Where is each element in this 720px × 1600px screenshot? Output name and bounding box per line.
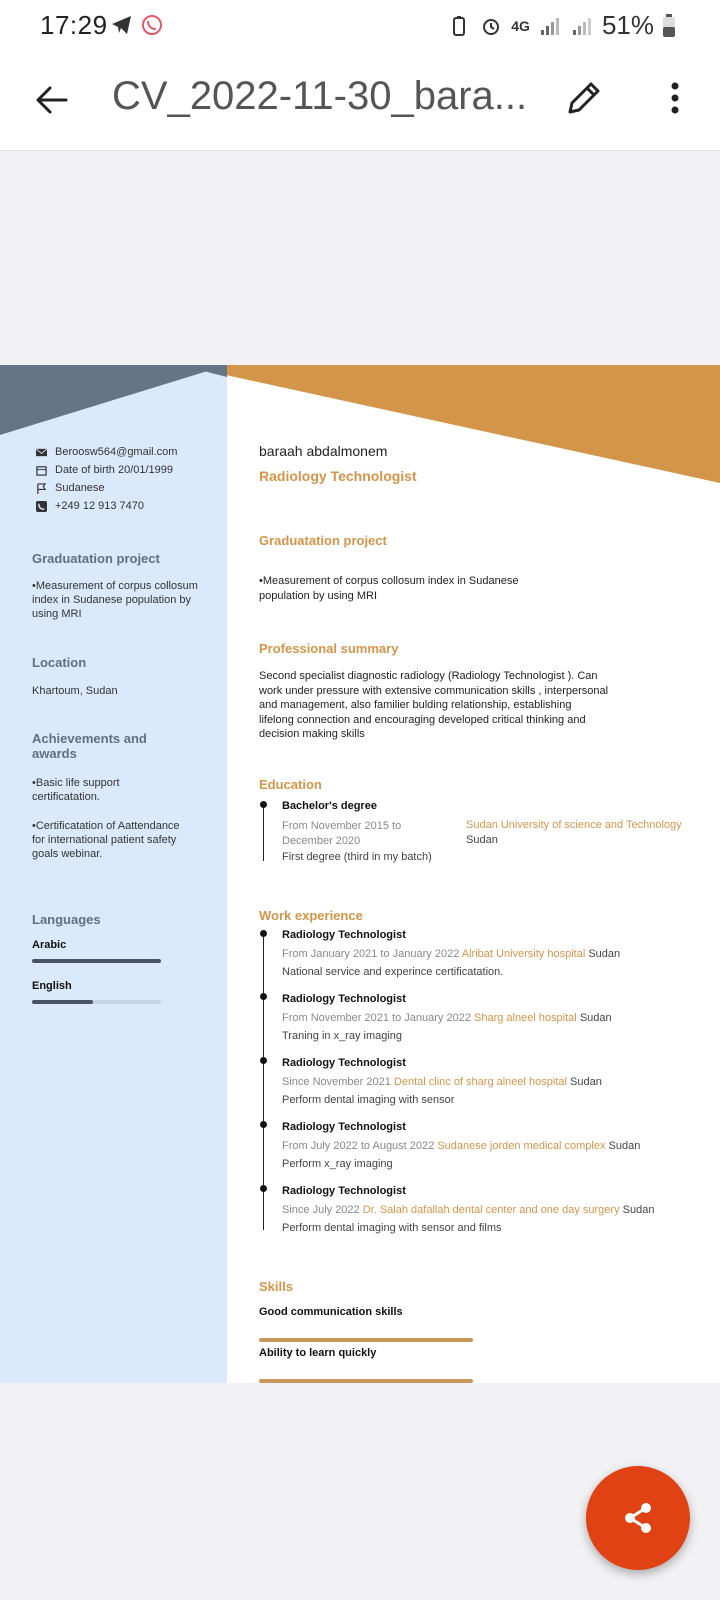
sidebar-location-heading: Location [32,655,87,670]
job-org: Dental clinc of sharg alneel hospital [393,1076,567,1088]
contact-dob-row [36,461,177,479]
job-country: Sudan [579,1012,612,1024]
job-org: Dr. Salah dafallah dental center and one day surgery [362,1204,620,1216]
timeline-dot [260,1121,267,1128]
job-desc: Perform x_ray imaging [282,1158,393,1170]
calendar-icon [36,465,47,476]
contact-phone-row [36,497,177,515]
job-title: Radiology Technologist [282,993,406,1005]
sidebar-grad-heading: Graduatation project [32,551,160,566]
education-school: Sudan University of science and Technology [466,819,682,831]
job-org: Alribat University hospital [461,948,586,960]
network-type: 4G [511,17,530,34]
job-desc: Perform dental imaging with sensor [282,1094,455,1106]
job-period: Since November 2021 [282,1076,391,1088]
job-meta [282,948,620,960]
share-icon [618,1498,658,1538]
status-time: 17:29 [40,10,108,40]
share-button[interactable] [586,1466,690,1570]
sidebar-achievement-2: •Certificatation of Aattendance for international patient safety goals webinar. [32,820,180,860]
contact-phone: +249 12 913 7470 [55,500,145,512]
skills-heading: Skills [259,1279,293,1294]
file-title: CV_2022-11-30_bara... [112,74,528,118]
job-period: From January 2021 to January 2022 [282,948,460,960]
notification-icons [110,13,164,37]
job-country: Sudan [570,1076,602,1088]
skill-name: Good communication skills [259,1306,403,1318]
contact-nationality: Sudanese [55,482,105,494]
timeline-dot [260,993,267,1000]
cv-role: Radiology Technologist [259,468,417,484]
flag-icon [36,483,47,494]
edit-pencil-icon[interactable] [562,76,606,120]
job-org: Sudanese jorden medical complex [437,1140,606,1152]
whatsapp-icon [140,13,164,37]
job-meta [282,1012,612,1024]
job-title: Radiology Technologist [282,1185,406,1197]
contact-dob: Date of birth 20/01/1999 [55,464,174,476]
education-country: Sudan [466,834,498,846]
job-title: Radiology Technologist [282,1057,406,1069]
cv-document[interactable] [0,365,720,1383]
battery-saver-icon [447,14,471,38]
summary-text: Second specialist diagnostic radiology (Radiology Technologist ). Can work under pressure with extensive communication skills , interpersonal and management, also familier bulding relationship, establishing lifelong connection and encouraging developed critical thinking and decision making skills [259,670,609,740]
work-heading: Work experience [259,908,363,923]
skill-bar [259,1379,473,1383]
envelope-icon [36,447,47,458]
sidebar-achievement-1: •Basic life support certificatation. [32,777,120,803]
cv-sidebar [0,365,227,1383]
summary-heading: Professional summary [259,641,399,656]
telegram-icon [110,13,134,37]
sidebar-achievements-heading: Achievements and awards [32,731,147,761]
timeline-dot [260,930,267,937]
job-period: Since July 2022 [282,1204,360,1216]
education-period: From November 2015 to December 2020 [282,820,402,847]
more-options-icon[interactable] [660,78,690,118]
job-meta [282,1204,654,1216]
language-name: English [32,980,72,992]
contact-nationality-row [36,479,177,497]
job-country: Sudan [622,1204,655,1216]
job-meta [282,1140,640,1152]
sidebar-grad-text: •Measurement of corpus collosum index in Sudanese population by using MRI [32,580,198,620]
language-level-bar [32,1000,161,1004]
education-degree: Bachelor's degree [282,800,377,812]
job-org: Sharg alneel hospital [474,1012,577,1024]
back-arrow-icon[interactable] [32,80,72,120]
education-timeline-line [263,803,264,861]
sidebar-location-text: Khartoum, Sudan [32,685,118,697]
job-desc: National service and experince certificatation. [282,966,504,978]
job-period: From November 2021 to January 2022 [282,1012,471,1024]
timeline-dot [260,1185,267,1192]
contact-email: Beroosw564@gmail.com [55,446,178,458]
sidebar-languages-heading: Languages [32,912,101,927]
phone-icon [36,501,47,512]
status-bar [0,0,720,52]
job-desc: Perform dental imaging with sensor and films [282,1222,502,1234]
language-name: Arabic [32,939,67,951]
signal-icon [538,14,562,38]
language-level-fill [32,959,161,963]
contact-info [36,443,177,515]
alarm-icon [479,14,503,38]
job-title: Radiology Technologist [282,929,406,941]
timeline-dot [260,1057,267,1064]
education-note: First degree (third in my batch) [282,851,432,863]
timeline-dot [260,801,267,808]
battery-percent: 51% [601,10,654,40]
job-title: Radiology Technologist [282,1121,406,1133]
system-icons [447,10,676,41]
skill-bar [259,1338,473,1342]
language-level-fill [32,1000,93,1004]
app-bar [0,52,720,151]
main-grad-text: •Measurement of corpus collosum index in Sudanese population by using MRI [259,575,519,602]
signal-icon-2 [570,14,594,38]
cv-name: baraah abdalmonem [259,443,388,459]
main-grad-heading: Graduatation project [259,533,387,548]
job-country: Sudan [588,948,621,960]
education-heading: Education [259,777,322,792]
job-period: From July 2022 to August 2022 [282,1140,435,1152]
battery-icon [662,14,676,38]
skill-name: Ability to learn quickly [259,1347,377,1359]
language-level-bar [32,959,161,963]
job-desc: Traning in x_ray imaging [282,1030,403,1042]
job-meta [282,1076,602,1088]
job-country: Sudan [608,1140,641,1152]
contact-email-row [36,443,177,461]
